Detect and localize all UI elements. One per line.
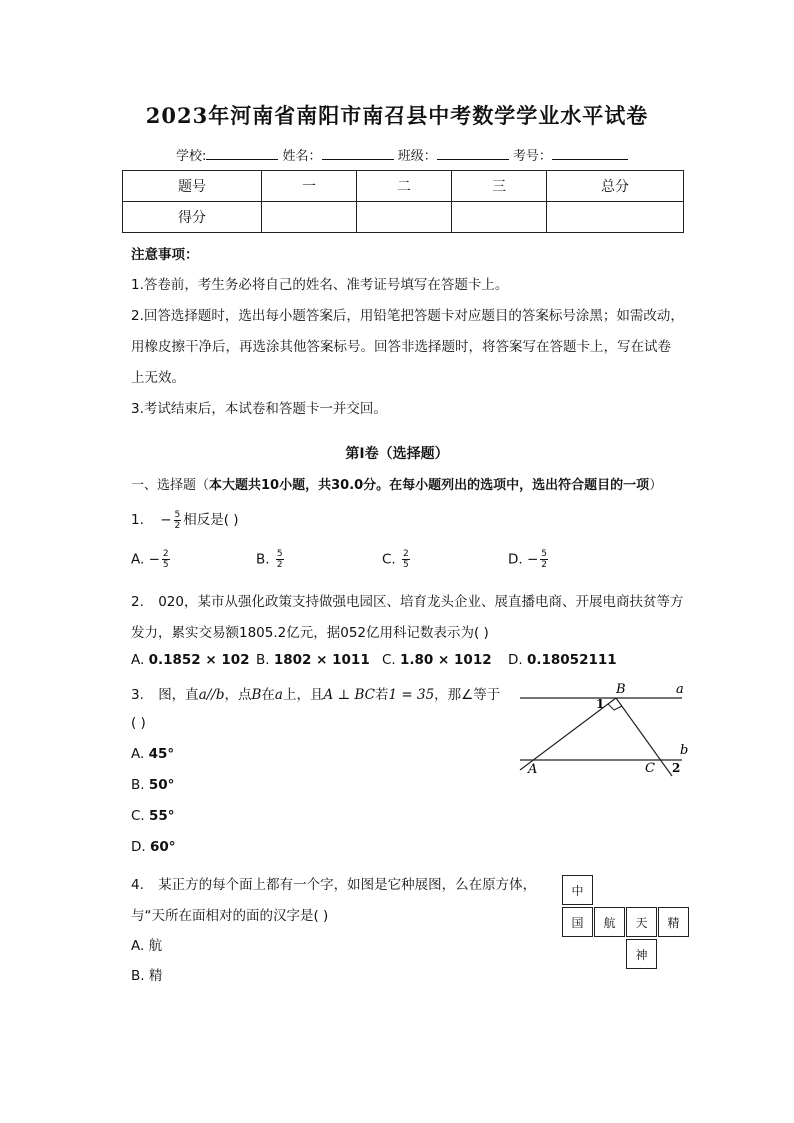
score-table [122, 170, 684, 233]
option-label: A. [131, 746, 145, 762]
q3-option-b[interactable] [131, 777, 174, 793]
option-text: 0.1852 × 102 [148, 652, 250, 668]
header-cell: 三 [452, 171, 547, 202]
option-label: D. [508, 551, 523, 568]
option-text: 航 [148, 938, 163, 954]
net-cell: 航 [594, 907, 625, 937]
score-table-score-row [123, 202, 684, 233]
question-number: 3. [131, 687, 144, 703]
part1-header [131, 474, 662, 493]
school-blank[interactable] [206, 147, 278, 160]
parallel-lines-figure [510, 676, 700, 780]
fraction-denominator: 2 [276, 560, 283, 570]
score-cell[interactable] [547, 202, 684, 233]
fraction [540, 549, 548, 570]
score-table-header-row [123, 171, 684, 202]
fraction-numerator: 5 [174, 509, 181, 520]
q3-option-d[interactable] [131, 839, 176, 855]
option-label: B. [256, 652, 270, 668]
notice-item-1: 1.答卷前，考生务必将自己的姓名、准考证号填写在答题卡上。 [131, 277, 509, 293]
option-text: 55° [149, 808, 175, 824]
net-cell: 精 [658, 907, 689, 937]
exam-no-blank[interactable] [552, 147, 628, 160]
fraction-numerator: 2 [403, 549, 409, 559]
exam-no-label: 考号： [512, 149, 552, 164]
option-label: A. [131, 551, 145, 568]
score-row-label: 得分 [123, 202, 262, 233]
net-cell: 神 [626, 939, 657, 969]
question-text: 020，某市从强化政策支持做强电园区、培育龙头企业、展直播电商、开展电商扶贫等方 [158, 594, 684, 610]
part1-header-end: ） [649, 478, 663, 493]
label-a-point: A [528, 762, 538, 777]
label-angle-1: 1 [596, 697, 605, 711]
option-text: 精 [148, 968, 163, 984]
q2-option-c[interactable] [382, 652, 492, 668]
math-expression: 1 = 35 [388, 687, 435, 703]
fraction [162, 549, 170, 570]
math-expression: A ⊥ BC [323, 687, 375, 703]
fraction-denominator: 5 [403, 560, 409, 570]
class-blank[interactable] [437, 147, 509, 160]
option-sign: − [526, 551, 539, 568]
question-text: ，点 [224, 687, 252, 703]
q1-option-c[interactable] [382, 549, 412, 570]
header-cell: 二 [357, 171, 452, 202]
option-text: 50° [148, 777, 175, 793]
fraction-numerator: 5 [276, 549, 283, 559]
notice-item-2-line-3: 上无效。 [131, 370, 185, 386]
option-sign: − [148, 551, 160, 568]
option-label: B. [256, 551, 270, 568]
label-line-a: a [676, 682, 684, 697]
part1-header-start: 一、选择题（ [131, 478, 210, 493]
score-cell[interactable] [452, 202, 547, 233]
option-label: C. [382, 551, 396, 568]
math-expression: a [274, 687, 283, 703]
section-title: 第I卷（选择题） [345, 446, 449, 462]
name-label: 姓名： [282, 149, 322, 164]
q3-option-c[interactable] [131, 808, 175, 824]
part1-header-bold: 本大题共10小题，共30.0分。在每小题列出的选项中，选出符合题目的一项 [209, 478, 650, 493]
question-1 [131, 508, 239, 531]
q1-option-b[interactable] [256, 549, 286, 570]
notice-item-2-line-2: 用橡皮擦干净后，再选涂其他答案标号。回答非选择题时，将答案写在答题卡上，写在试卷 [131, 339, 671, 355]
fraction [276, 549, 284, 570]
question-3-line-1 [131, 683, 500, 703]
score-cell[interactable] [357, 202, 452, 233]
score-cell[interactable] [262, 202, 357, 233]
minus-sign: − [160, 512, 172, 528]
right-angle-mark [608, 704, 622, 710]
question-4-line-1 [131, 873, 536, 893]
fraction-denominator: 2 [174, 520, 181, 531]
math-expression: B [251, 687, 262, 703]
header-cell: 总分 [547, 171, 684, 202]
q2-option-a[interactable] [131, 652, 250, 668]
question-text: ，那∠等于 [434, 687, 501, 703]
option-label: C. [382, 652, 396, 668]
q3-option-a[interactable] [131, 746, 174, 762]
option-text: 1.80 × 1012 [400, 652, 492, 668]
question-number: 2. [131, 594, 144, 610]
option-label: C. [131, 808, 145, 824]
label-c-point: C [645, 761, 655, 776]
fraction [174, 510, 182, 531]
question-2-line-1 [131, 590, 683, 610]
question-text: 在 [261, 687, 275, 703]
q2-option-d[interactable] [508, 652, 617, 668]
option-text: 1802 × 1011 [273, 652, 370, 668]
fraction-denominator: 5 [162, 560, 169, 570]
fraction-numerator: 2 [162, 549, 169, 559]
net-cell: 中 [562, 875, 593, 905]
school-label: 学校: [176, 149, 207, 164]
question-number: 4. [131, 877, 144, 893]
q1-option-d[interactable] [508, 549, 550, 570]
notice-heading: 注意事项： [131, 247, 199, 263]
q4-option-a[interactable] [131, 934, 162, 954]
page-title: 2023年河南省南阳市南召县中考数学学业水平试卷 [145, 103, 649, 128]
question-text: 相反是( ) [183, 512, 239, 528]
fraction-denominator: 2 [541, 560, 548, 570]
q4-option-b[interactable] [131, 964, 162, 984]
question-text: 某正方的每个面上都有一个字，如图是它种展图，么在原方体， [158, 877, 537, 893]
header-cell: 一 [262, 171, 357, 202]
header-cell: 题号 [123, 171, 262, 202]
question-2-line-2: 发力，累实交易额1805.2亿元，据052亿用科记数表示为( ) [131, 625, 489, 641]
name-blank[interactable] [322, 147, 394, 160]
notice-item-3: 3.考试结束后，本试卷和答题卡一并交回。 [131, 401, 387, 417]
question-text: 若 [375, 687, 389, 703]
label-line-b: b [680, 743, 689, 758]
student-info-line [176, 145, 628, 164]
option-label: B. [131, 968, 145, 984]
option-label: B. [131, 777, 145, 793]
option-text: 45° [148, 746, 175, 762]
notice-item-2-line-1: 2.回答选择题时，选出每小题答案后，用铅笔把答题卡对应题目的答案标号涂黑；如需改动， [131, 308, 684, 324]
option-text: 0.18052111 [526, 652, 617, 668]
net-cell: 天 [626, 907, 657, 937]
option-label: A. [131, 938, 145, 954]
segment-bc [616, 698, 672, 776]
question-3-line-2: ( ) [131, 715, 146, 731]
option-text: 60° [149, 839, 176, 855]
fraction [402, 549, 410, 570]
option-label: A. [131, 652, 145, 668]
option-label: D. [131, 839, 146, 855]
question-number: 1. [131, 512, 144, 528]
q2-option-b[interactable] [256, 652, 370, 668]
question-text: 图，直 [158, 687, 199, 703]
question-text: 上，且 [282, 687, 324, 703]
question-4-line-2: 与“天所在面相对的面的汉字是( ) [131, 908, 329, 924]
option-label: D. [508, 652, 523, 668]
net-cell: 国 [562, 907, 593, 937]
q1-option-a[interactable] [131, 549, 172, 570]
label-angle-2: 2 [672, 761, 681, 775]
class-label: 班级： [397, 149, 437, 164]
label-b-point: B [616, 682, 626, 697]
fraction-numerator: 5 [541, 549, 548, 559]
math-expression: a//b [198, 687, 225, 703]
